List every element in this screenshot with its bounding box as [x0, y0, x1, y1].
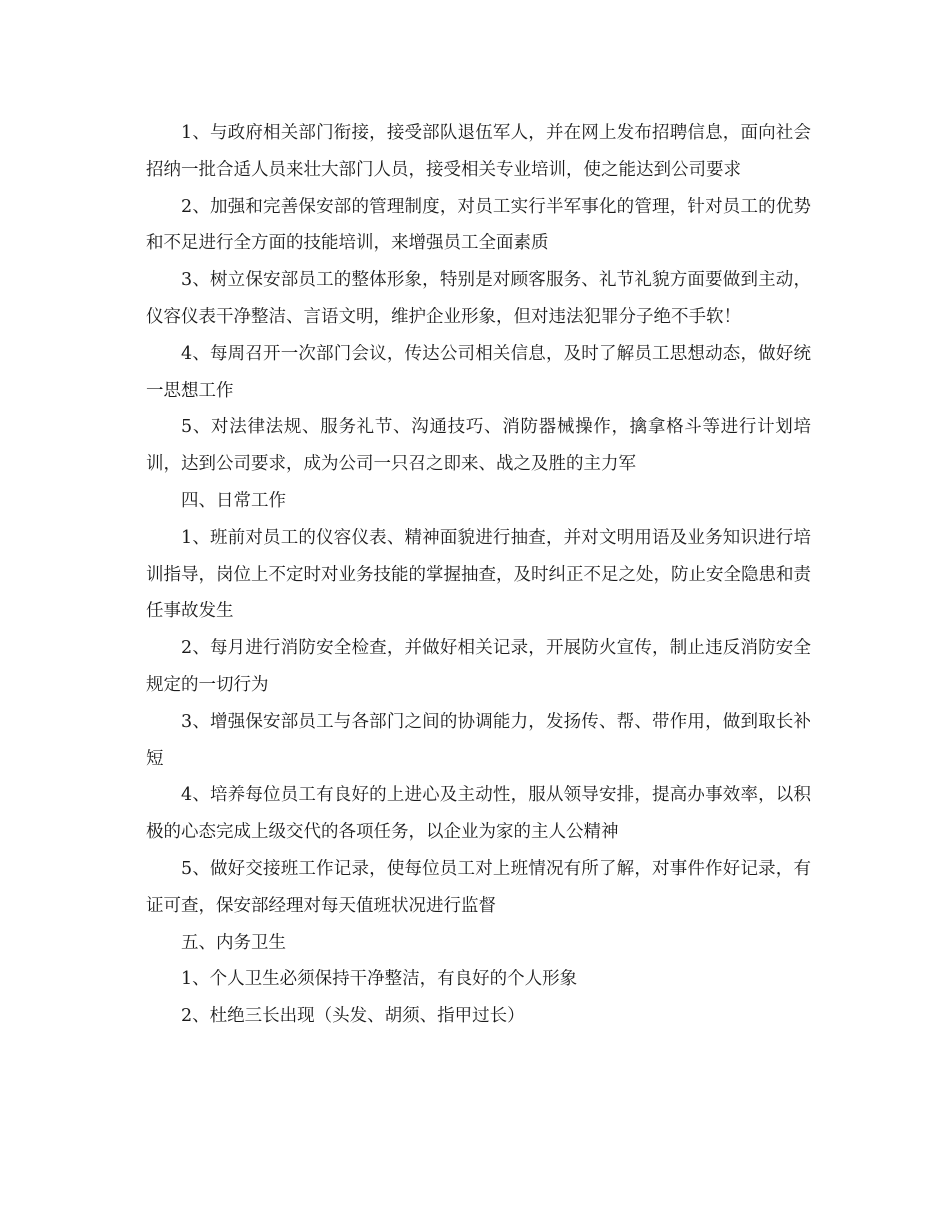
paragraph-coordination: 3、增强保安部员工与各部门之间的协调能力，发扬传、帮、带作用，做到取长补短: [146, 711, 811, 769]
paragraph-weekly-meeting: 4、每周召开一次部门会议，传达公司相关信息，及时了解员工思想动态，做好统一思想工作: [146, 343, 811, 401]
paragraph-personal-hygiene: 1、个人卫生必须保持干净整洁，有良好的个人形象: [181, 969, 578, 990]
paragraph-training: 5、对法律法规、服务礼节、沟通技巧、消防器械操作，擒拿格斗等进行计划培训，达到公司要求，成为公司一只召之即来、战之及胜的主力军: [146, 417, 811, 475]
paragraph-shift-handover: 5、做好交接班工作记录，使每位员工对上班情况有所了解，对事件作好记录，有证可查，保安部经理对每天值班状况进行监督: [146, 858, 811, 916]
section-heading-hygiene: 五、内务卫生: [181, 932, 286, 953]
section-heading-daily-work: 四、日常工作: [181, 490, 286, 511]
paragraph-fire-safety: 2、每月进行消防安全检查，并做好相关记录，开展防火宣传，制止违反消防安全规定的一切行为: [146, 638, 811, 695]
paragraph-management-system: 2、加强和完善保安部的管理制度，对员工实行半军事化的管理，针对员工的优势和不足进行全方面的技能培训，来增强员工全面素质: [146, 196, 811, 254]
paragraph-image: 3、树立保安部员工的整体形象，特别是对顾客服务、礼节礼貌方面要做到主动，仪容仪表干净整洁、言语文明，维护企业形象，但对违法犯罪分子绝不手软！: [146, 270, 811, 327]
paragraph-recruitment: 1、与政府相关部门衔接，接受部队退伍军人，并在网上发布招聘信息，面向社会招纳一批合适人员来壮大部门人员，接受相关专业培训，使之能达到公司要求: [146, 123, 811, 180]
paragraph-motivation: 4、培养每位员工有良好的上进心及主动性，服从领导安排，提高办事效率，以积极的心态完成上级交代的各项任务，以企业为家的主人公精神: [146, 785, 811, 843]
paragraph-pre-shift-check: 1、班前对员工的仪容仪表、精神面貌进行抽查，并对文明用语及业务知识进行培训指导，岗位上不定时对业务技能的掌握抽查，及时纠正不足之处，防止安全隐患和责任事故发生: [146, 527, 811, 622]
paragraph-grooming: 2、杜绝三长出现（头发、胡须、指甲过长）: [181, 1006, 525, 1027]
document-body: [146, 115, 811, 1035]
